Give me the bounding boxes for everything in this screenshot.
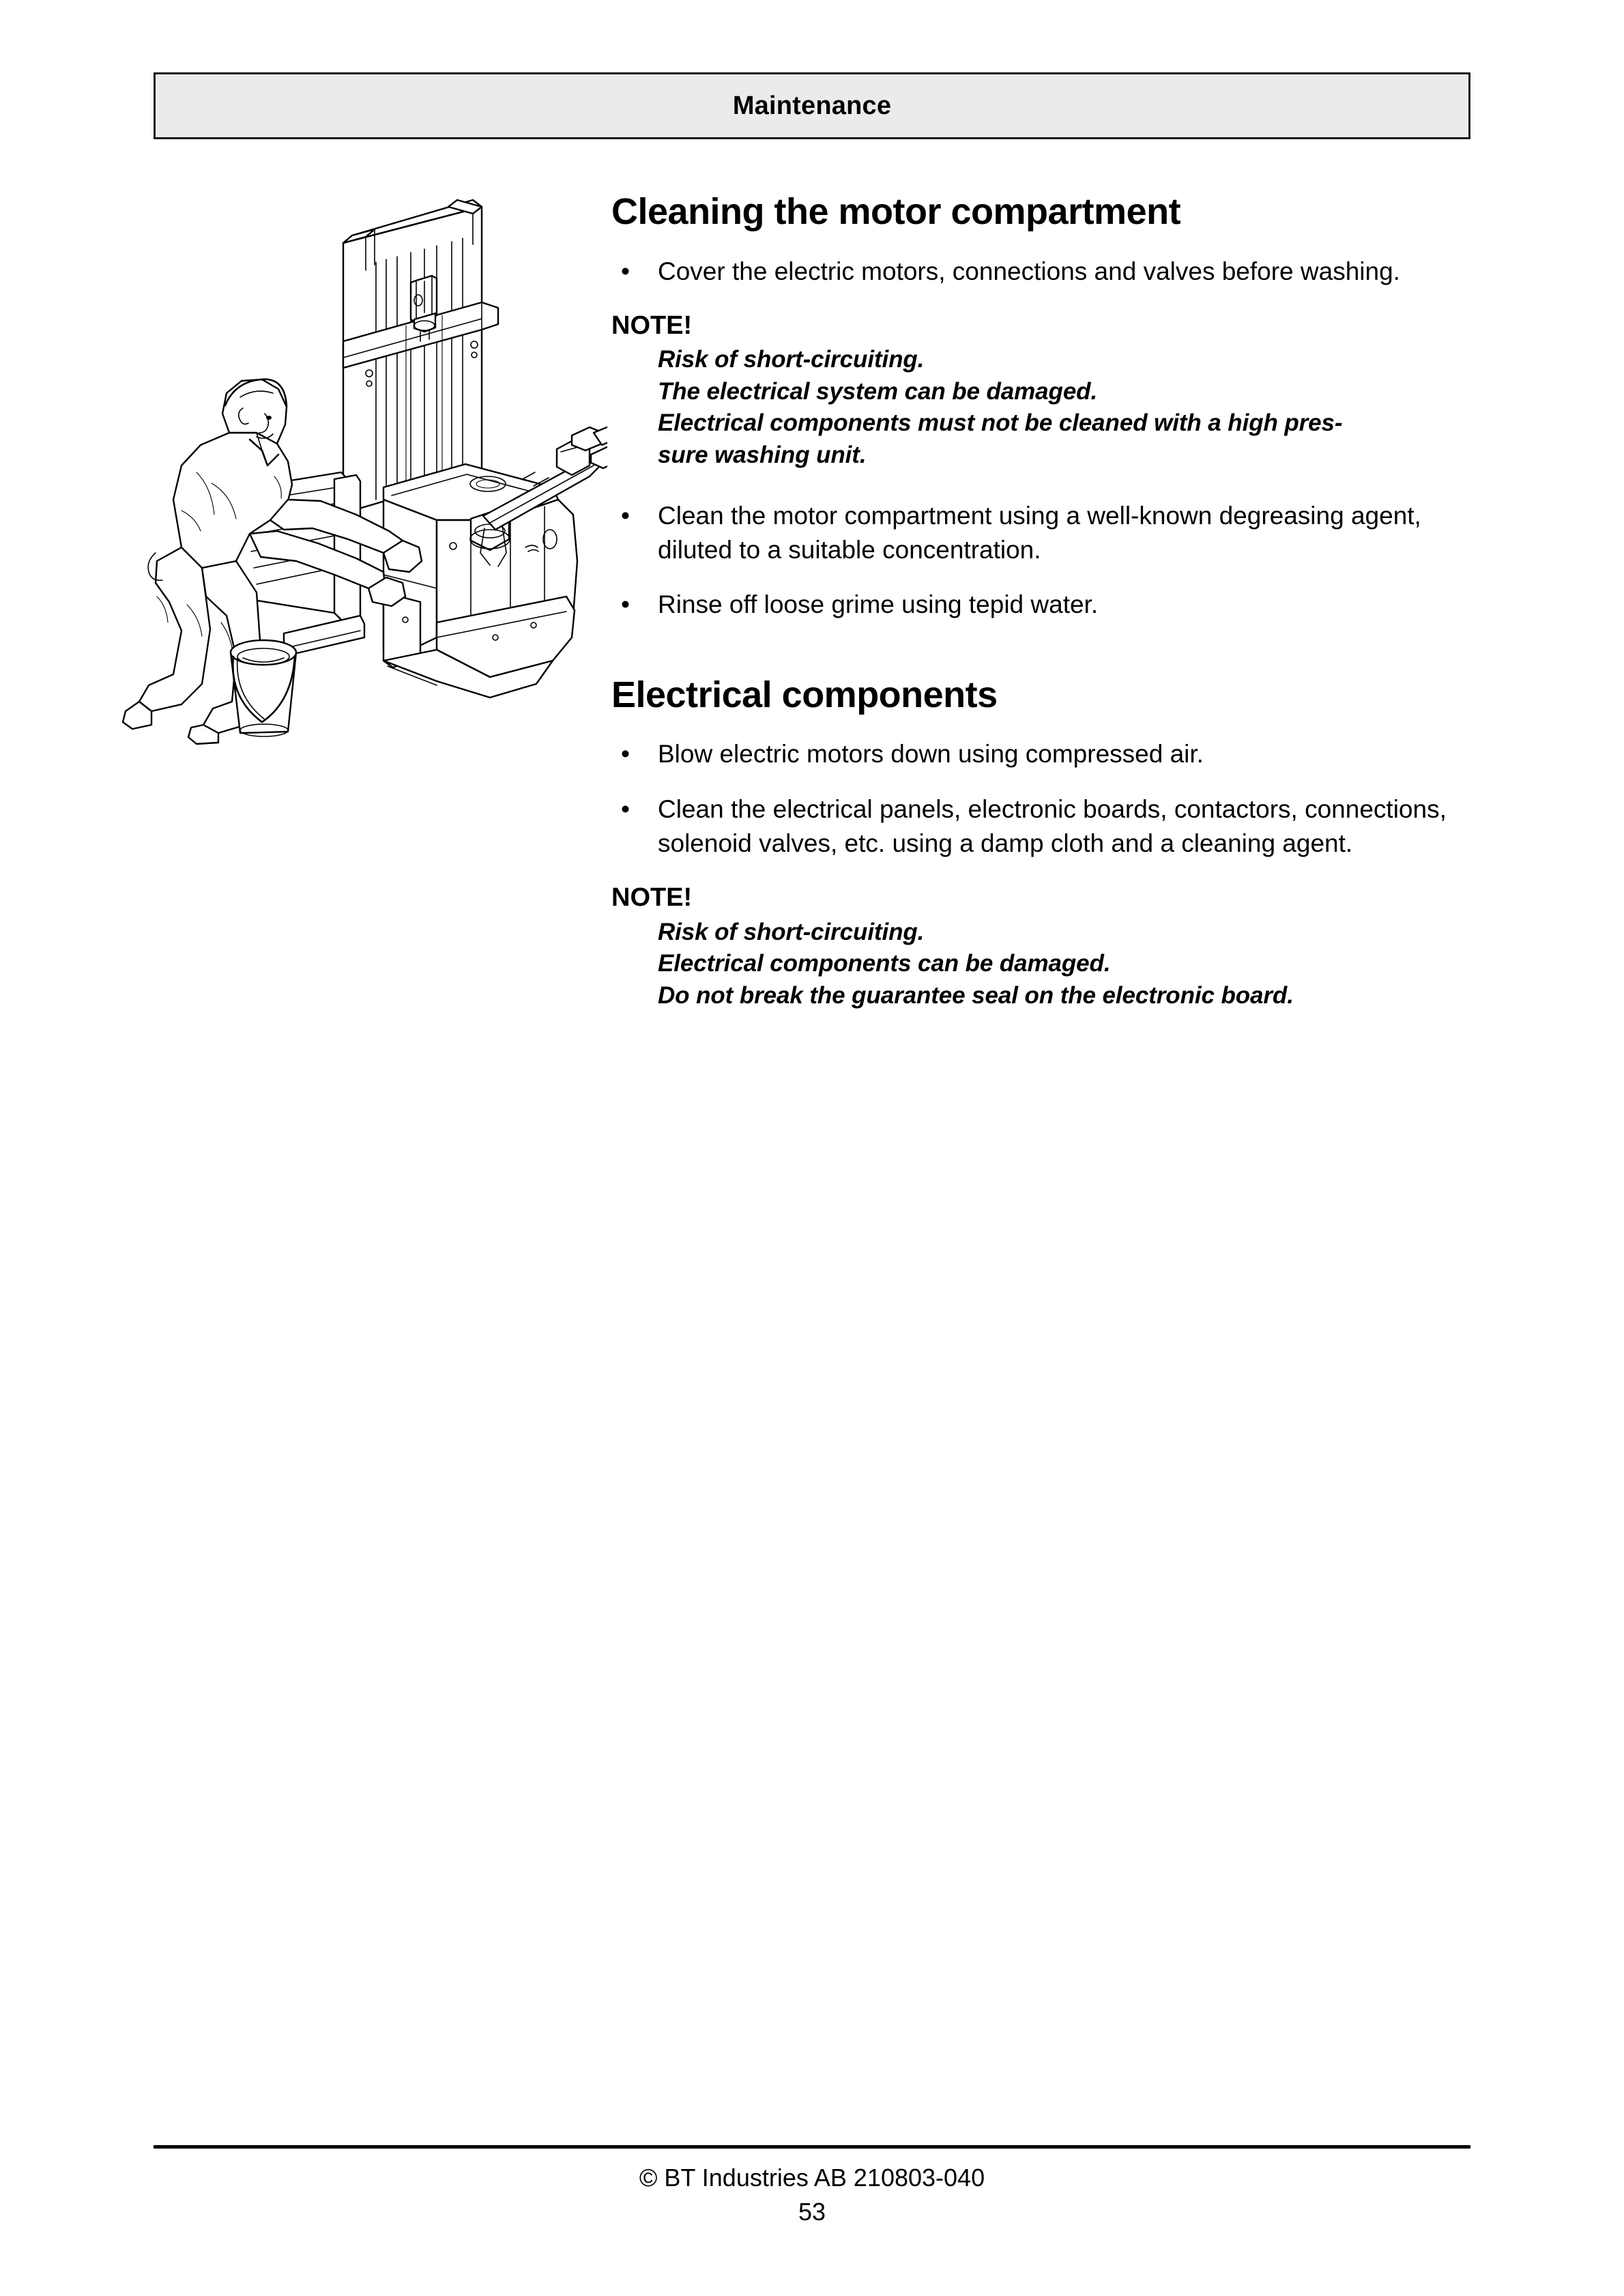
note-block-electrical bbox=[611, 881, 1478, 1011]
illustration-svg bbox=[116, 179, 607, 745]
list-item bbox=[611, 255, 1478, 289]
list-item bbox=[611, 792, 1478, 861]
header-title: Maintenance bbox=[732, 91, 892, 120]
running-header bbox=[154, 72, 1470, 139]
note-body bbox=[611, 344, 1478, 471]
note-label: NOTE! bbox=[611, 883, 693, 913]
list-item-text: Cover the electric motors, connections and valves before washing. bbox=[658, 257, 1400, 285]
list-item-text: Clean the electrical panels, electronic boards, contactors, connections, solenoid valves, etc. using a damp cloth and a cleaning agent. bbox=[658, 794, 1447, 857]
bullet-list-electrical bbox=[611, 737, 1478, 861]
bullet-glyph: • bbox=[621, 794, 630, 823]
note-block-cleaning bbox=[611, 309, 1478, 472]
page-number: 53 bbox=[798, 2198, 826, 2226]
list-item-text: Blow electric motors down using compressed air. bbox=[658, 740, 1204, 769]
note-line: Electrical components can be damaged. bbox=[658, 950, 1111, 977]
note-line: Risk of short-circuiting. bbox=[658, 918, 925, 945]
footer-copyright: © BT Industries AB 210803-040 bbox=[639, 2164, 985, 2192]
list-item-text: Clean the motor compartment using a well-known degreasing agent, diluted to a suitable concentration. bbox=[658, 501, 1421, 564]
footer-divider bbox=[154, 2145, 1470, 2149]
bullet-glyph: • bbox=[621, 257, 630, 285]
bullet-glyph: • bbox=[621, 740, 630, 769]
page-title: Cleaning the motor compartment bbox=[611, 191, 1181, 232]
note-body bbox=[611, 917, 1478, 1012]
note-line: Electrical components must not be cleaned with a high pres- bbox=[658, 410, 1343, 437]
list-item bbox=[611, 499, 1478, 568]
note-line: Do not break the guarantee seal on the electronic board. bbox=[658, 981, 1294, 1009]
section-electrical-components bbox=[611, 676, 1478, 1012]
list-item bbox=[611, 737, 1478, 771]
note-line: sure washing unit. bbox=[658, 442, 867, 469]
note-line: Risk of short-circuiting. bbox=[658, 346, 925, 373]
list-item bbox=[611, 588, 1478, 622]
bullet-glyph: • bbox=[621, 501, 630, 530]
bullet-glyph: • bbox=[621, 590, 630, 619]
note-label: NOTE! bbox=[611, 311, 693, 340]
note-line: The electrical system can be damaged. bbox=[658, 377, 1098, 405]
section-cleaning-motor-compartment bbox=[611, 192, 1478, 622]
bucket bbox=[231, 640, 296, 736]
stacker-cleaning-illustration bbox=[116, 179, 607, 745]
bullet-list-cleaning-before-note bbox=[611, 255, 1478, 289]
bullet-list-cleaning-after-note bbox=[611, 499, 1478, 622]
body-content bbox=[611, 192, 1478, 1011]
list-item-text: Rinse off loose grime using tepid water. bbox=[658, 590, 1099, 619]
section-heading-electrical: Electrical components bbox=[611, 674, 998, 715]
